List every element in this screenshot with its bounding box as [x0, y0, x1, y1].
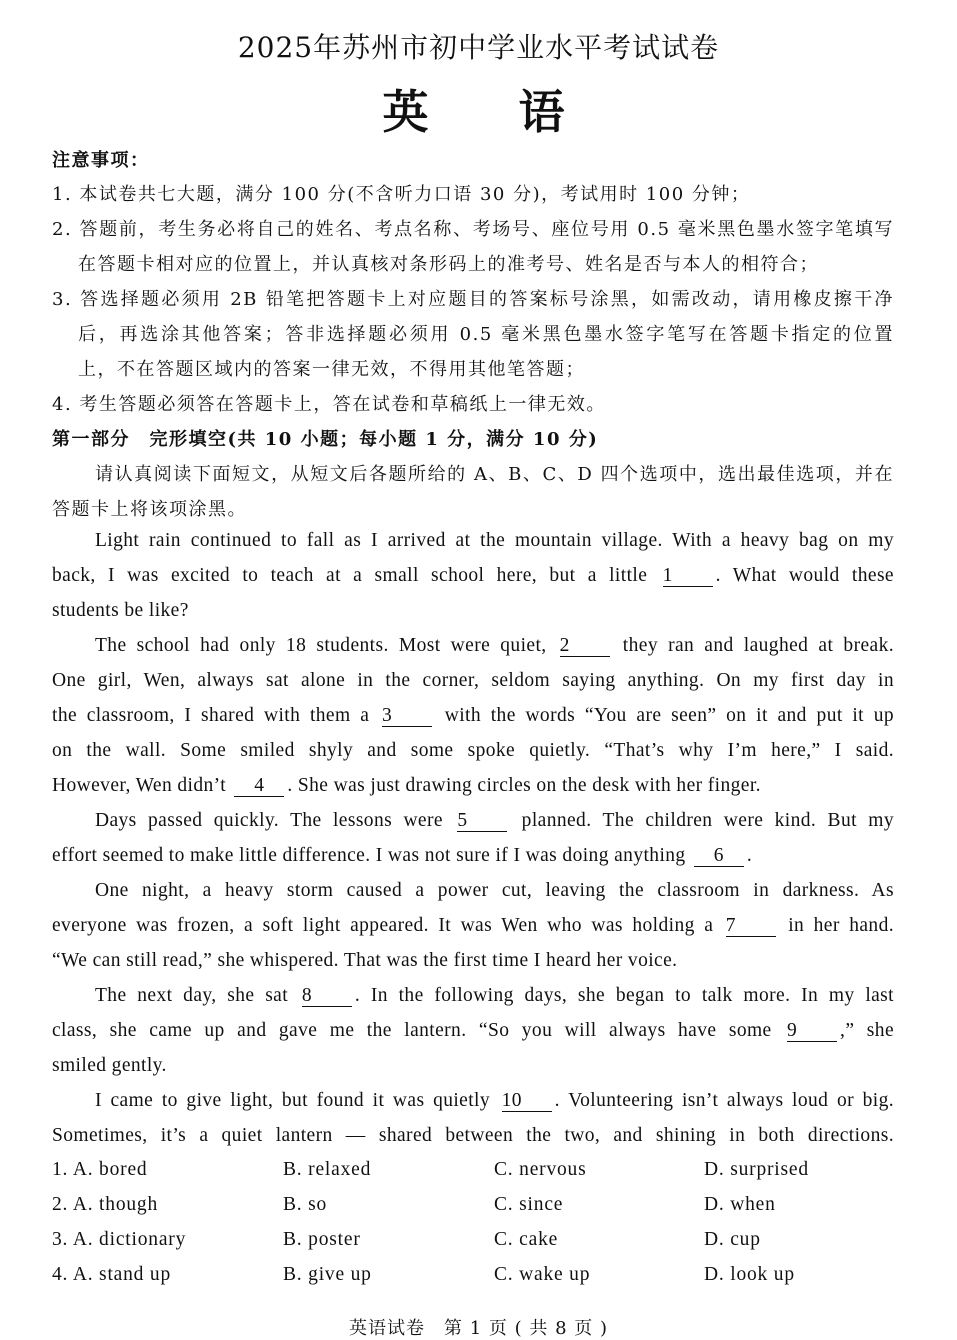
- notice-line: 2. 答题前，考生务必将自己的姓名、考点名称、考场号、座位号用 0.5 毫米黑色墨水签字笔填写: [52, 219, 894, 240]
- blank-9: 9: [787, 1021, 837, 1042]
- exam-title: 2025年苏州市初中学业水平考试试卷: [237, 31, 720, 64]
- passage-line: effort seemed to make little difference. I was not sure if I was doing anything 6 .: [52, 845, 753, 866]
- blank-8: 8: [302, 986, 352, 1007]
- notice-line: 1. 本试卷共七大题，满分 100 分(不含听力口语 30 分)，考试用时 100 分钟；: [52, 184, 751, 205]
- blank-1: 1: [663, 566, 713, 587]
- option-c: C. wake up: [494, 1264, 591, 1285]
- passage-line: However, Wen didn’t 4 . She was just drawing circles on the desk with her finger.: [52, 775, 761, 796]
- option-c: C. since: [494, 1194, 564, 1215]
- option-b: B. give up: [283, 1264, 372, 1285]
- passage-line: on the wall. Some smiled shyly and some spoke quietly. “That’s why I’m here,” I said.: [52, 740, 894, 761]
- option-a: 2. A. though: [52, 1194, 159, 1215]
- section-instruction: 答题卡上将该项涂黑。: [52, 499, 247, 520]
- option-c: C. cake: [494, 1229, 559, 1250]
- option-a: 4. A. stand up: [52, 1264, 171, 1285]
- option-d: D. cup: [704, 1229, 761, 1250]
- option-b: B. poster: [283, 1229, 361, 1250]
- passage-line: Sometimes, it’s a quiet lantern — shared between the two, and shining in both directions.: [52, 1125, 894, 1146]
- passage-line: everyone was frozen, a soft light appeared. It was Wen who was holding a 7 in her hand.: [52, 915, 894, 936]
- passage-line: I came to give light, but found it was quietly 10 . Volunteering isn’t always loud or big.: [95, 1090, 894, 1111]
- passage-line: One night, a heavy storm caused a power cut, leaving the classroom in darkness. As: [95, 880, 894, 901]
- option-a: 3. A. dictionary: [52, 1229, 187, 1250]
- passage-line: students be like?: [52, 600, 189, 621]
- passage-line: The next day, she sat 8 . In the following days, she began to talk more. In my last: [95, 985, 894, 1006]
- page-footer: 英语试卷 第 1 页 ( 共 8 页 ): [349, 1318, 608, 1339]
- option-b: B. so: [283, 1194, 328, 1215]
- passage-line: One girl, Wen, always sat alone in the corner, seldom saying anything. On my first day in: [52, 670, 894, 691]
- option-d: D. look up: [704, 1264, 795, 1285]
- blank-4: 4: [234, 776, 284, 797]
- passage-line: smiled gently.: [52, 1055, 167, 1076]
- passage-line: The school had only 18 students. Most were quiet, 2 they ran and laughed at break.: [95, 635, 894, 656]
- passage-line: “We can still read,” she whispered. That was the first time I heard her voice.: [52, 950, 678, 971]
- option-d: D. surprised: [704, 1159, 809, 1180]
- blank-3: 3: [382, 706, 432, 727]
- blank-2: 2: [560, 636, 610, 657]
- blank-7: 7: [726, 916, 776, 937]
- option-b: B. relaxed: [283, 1159, 372, 1180]
- passage-line: Light rain continued to fall as I arrived at the mountain village. With a heavy bag on my: [95, 530, 894, 551]
- blank-10: 10: [502, 1091, 552, 1112]
- notice-line: 4. 考生答题必须答在答题卡上，答在试卷和草稿纸上一律无效。: [52, 394, 606, 415]
- option-c: C. nervous: [494, 1159, 587, 1180]
- passage-line: class, she came up and gave me the lantern. “So you will always have some 9 ,” she: [52, 1020, 894, 1041]
- notice-line: 在答题卡相对应的位置上，并认真核对条形码上的准考号、姓名是否与本人的相符合；: [78, 254, 819, 275]
- option-a: 1. A. bored: [52, 1159, 148, 1180]
- section-heading: 第一部分 完形填空(共 10 小题；每小题 1 分，满分 10 分): [52, 429, 599, 450]
- passage-line: the classroom, I shared with them a 3 with the words “You are seen” on it and put it up: [52, 705, 895, 726]
- notice-heading: 注意事项：: [52, 150, 150, 171]
- passage-line: Days passed quickly. The lessons were 5 planned. The children were kind. But my: [95, 810, 894, 831]
- subject-title: 英语: [382, 85, 655, 139]
- option-d: D. when: [704, 1194, 776, 1215]
- blank-6: 6: [694, 846, 744, 867]
- notice-line: 上，不在答题区域内的答案一律无效，不得用其他笔答题；: [78, 359, 585, 380]
- passage-line: back, I was excited to teach at a small school here, but a little 1 . What would these: [52, 565, 894, 586]
- notice-line: 后，再选涂其他答案；答非选择题必须用 0.5 毫米黑色墨水签字笔写在答题卡指定的位置: [78, 324, 894, 345]
- blank-5: 5: [457, 811, 507, 832]
- notice-line: 3. 答选择题必须用 2B 铅笔把答题卡上对应题目的答案标号涂黑，如需改动，请用橡皮擦干净: [52, 289, 894, 310]
- section-instruction: 请认真阅读下面短文，从短文后各题所给的 A、B、C、D 四个选项中，选出最佳选项，并在: [95, 464, 894, 485]
